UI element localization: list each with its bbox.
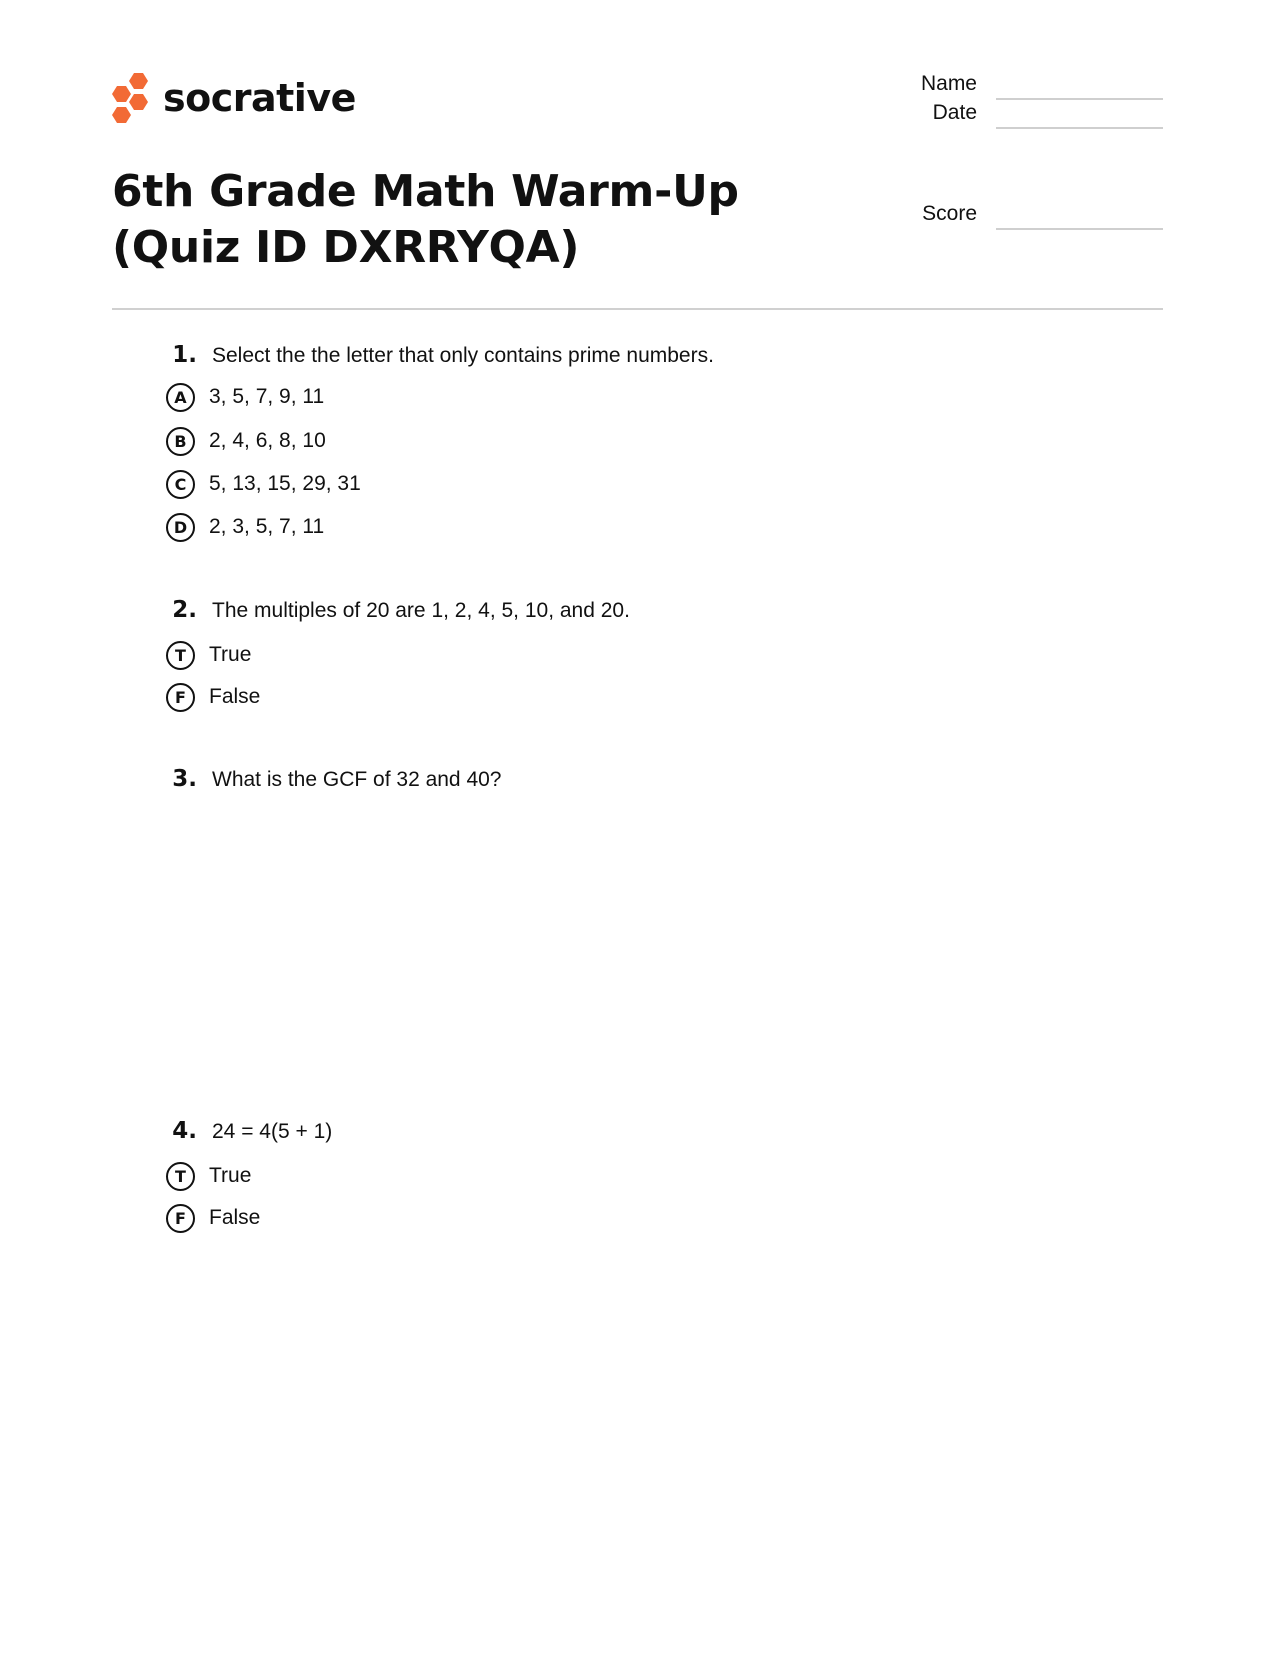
option-text: 3, 5, 7, 9, 11	[209, 385, 325, 408]
option-letter-circle[interactable]: F	[166, 1204, 195, 1233]
date-field	[880, 99, 1163, 129]
question-text: Select the the letter that only contains prime numbers.	[212, 344, 714, 367]
option-text: 2, 4, 6, 8, 10	[209, 429, 326, 452]
option-text: True	[209, 643, 252, 666]
question-text: What is the GCF of 32 and 40?	[212, 768, 502, 791]
date-label: Date	[932, 101, 977, 124]
option-letter-circle[interactable]: C	[166, 470, 195, 499]
question-number: 1.	[172, 342, 197, 368]
name-field	[880, 70, 1163, 100]
score-line[interactable]	[996, 228, 1163, 230]
question-text: 24 = 4(5 + 1)	[212, 1120, 333, 1143]
option-true[interactable]	[166, 1159, 251, 1193]
option-text: True	[209, 1164, 252, 1187]
option-text: False	[209, 685, 261, 708]
option-false[interactable]	[166, 1201, 260, 1235]
socrative-logo	[111, 72, 356, 124]
quiz-title: 6th Grade Math Warm-Up (Quiz ID DXRRYQA)	[112, 166, 739, 273]
option-text: 2, 3, 5, 7, 11	[209, 515, 325, 538]
option-d[interactable]	[166, 510, 324, 544]
score-field	[880, 200, 1163, 230]
option-true[interactable]	[166, 638, 251, 672]
option-text: 5, 13, 15, 29, 31	[209, 472, 361, 495]
option-text: False	[209, 1206, 261, 1229]
question-text: The multiples of 20 are 1, 2, 4, 5, 10, and 20.	[212, 599, 630, 622]
option-letter-circle[interactable]: F	[166, 683, 195, 712]
option-letter-circle[interactable]: D	[166, 513, 195, 542]
option-c[interactable]	[166, 467, 361, 501]
hexagon-cluster-icon	[111, 72, 151, 124]
question-number: 2.	[172, 597, 197, 623]
question-3	[160, 766, 502, 792]
score-label: Score	[922, 202, 977, 225]
question-4	[160, 1118, 332, 1144]
brand-name: socrative	[163, 76, 356, 120]
header-divider	[112, 308, 1163, 310]
option-letter-circle[interactable]: T	[166, 1162, 195, 1191]
question-number: 4.	[172, 1118, 197, 1144]
answer-space[interactable]	[212, 810, 1112, 1090]
option-letter-circle[interactable]: T	[166, 641, 195, 670]
option-letter-circle[interactable]: A	[166, 383, 195, 412]
date-line[interactable]	[996, 127, 1163, 129]
option-letter-circle[interactable]: B	[166, 427, 195, 456]
question-2	[160, 597, 630, 623]
name-label: Name	[920, 72, 977, 95]
option-false[interactable]	[166, 680, 260, 714]
option-a[interactable]	[166, 380, 324, 414]
question-1	[160, 342, 714, 368]
option-b[interactable]	[166, 424, 326, 458]
question-number: 3.	[172, 766, 197, 792]
